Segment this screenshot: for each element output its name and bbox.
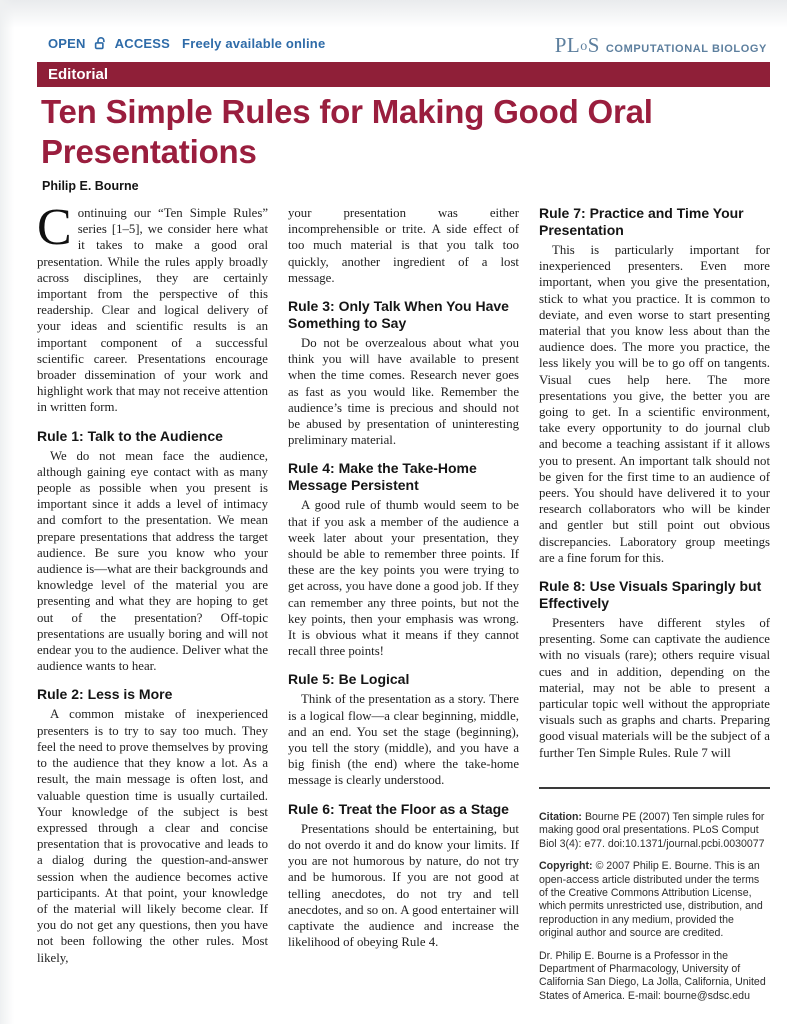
rule-7-paragraph: This is particularly important for inexperienced presenters. Even more important, when you give the presentation, stick to what you practice. It is common to deviate, and even worse to start presenting material that you know less about than the audience does. The more you practice, the less likely you will be to go off on tangents. Visual cues help here. The more presentations you give, the better you are going to get. In a scientific environment, take every opportunity to do journal club and become a teaching assistant if it allows you to present. An important talk should not be given for the first time to an audience of peers. You should have delivered it to your research collaborators who will be kinder and gentler but still point out obvious discrepancies. Laboratory group meetings are a fine forum for this. (539, 243, 770, 565)
column-2 (288, 205, 519, 1024)
rule-2-heading: Rule 2: Less is More (37, 686, 173, 703)
rule-5-heading: Rule 5: Be Logical (288, 671, 410, 688)
plos-journal-logo (555, 33, 767, 58)
copyright-label: Copyright: (539, 860, 593, 873)
freely-available-tagline: Freely available online (182, 36, 326, 51)
intro-paragraph: Continuing our “Ten Simple Rules” series [1–5], we consider here what it takes to make a good oral presentation. While the rules apply broadly across disciplines, they are certainly important from the perspective of this readership. Clear and logical delivery of your ideas and scientific results is an important component of a successful scientific career. Presentations encourage broader dissemination of your work and highlight work that may not receive attention in written form. (37, 205, 268, 415)
open-lock-icon (93, 36, 108, 51)
rule-4-heading: Rule 4: Make the Take-Home Message Persistent (288, 460, 477, 494)
open-access-masthead (48, 36, 325, 51)
rule-3-heading: Rule 3: Only Talk When You Have Something to Say (288, 298, 509, 332)
rule-2-paragraph: A common mistake of inexperienced presenters is to try to say too much. They feel the need to prove themselves by proving to the audience that they know a lot. As a result, the main message is often lost, and valuable question time is usually curtailed. Your knowledge of the subject is best expressed through a clear and concise presentation that is provocative and leads to a dialog during the question-and-answer session when the audience becomes active participants. At that point, your knowledge of the material will likely become clear. If you do not get any questions, then you have not been following the other rules. Most likely, (37, 707, 268, 965)
rule-1-heading: Rule 1: Talk to the Audience (37, 427, 223, 444)
rule-7-heading: Rule 7: Practice and Time Your Presentation (539, 205, 744, 238)
author-bio-note: Dr. Philip E. Bourne is a Professor in the Department of Pharmacology, University of California San Diego, La Jolla, California, United States of America. E-mail: bourne@sdsc.edu (539, 949, 766, 1002)
rule-8-paragraph: Presenters have different styles of presenting. Some can captivate the audience with no visuals (rare); others require visual cues and in addition, depending on the material, may not be able to present a particular topic well without the appropriate visuals such as graphs and charts. Preparing good visual materials will be the subject of a further Ten Simple Rules. Rule 7 will (539, 616, 770, 760)
citation-note: Citation: Bourne PE (2007) Ten simple rules for making good oral presentations. PLoS Comput Biol 3(4): e77. doi:10.1371/journal.pcbi.0030077 (539, 810, 765, 850)
author-email-link[interactable]: bourne@sdsc.edu (663, 989, 750, 1002)
rule-6-heading: Rule 6: Treat the Floor as a Stage (288, 800, 509, 817)
editorial-banner-label: Editorial (48, 66, 109, 83)
rule-3-paragraph: Do not be overzealous about what you think you will have available to present when the time comes. Research never goes as fast as you would like. Remember the audience’s time is precious and should not be abused by presentation of uninteresting preliminary material. (288, 336, 519, 448)
rule-5-paragraph: Think of the presentation as a story. There is a logical flow—a clear beginning, middle, and an end. You set the stage (beginning), you tell the story (middle), and you have a big finish (the end) where the take-home message is clearly understood. (288, 692, 519, 788)
copyright-note: Copyright: © 2007 Philip E. Bourne. This is an open-access article distributed under the terms of the Creative Commons Attribution License, which permits unrestricted use, distribution, and reproduction in any medium, provided the original author and source are credited. (539, 860, 763, 940)
editorial-banner (37, 62, 770, 87)
page-title: Ten Simple Rules for Making Good Oral Presentations (41, 93, 653, 170)
rule-1-paragraph: We do not mean face the audience, although gaining eye contact with as many people as possible when you present is important since it adds a level of intimacy and comfort to the presentation. We mean prepare presentations that address the target audience. Be sure you know who your audience is—what are their backgrounds and knowledge level of the material you are presenting and what they are hoping to get out of the presentation? Off-topic presentations are usually boring and will not endear you to the audience. Deliver what the audience wants to hear. (37, 448, 268, 674)
rule-8-heading: Rule 8: Use Visuals Sparingly but Effectively (539, 578, 762, 612)
column-1 (37, 205, 268, 1024)
column-3 (539, 205, 770, 1024)
rule-6-paragraph: Presentations should be entertaining, but do not overdo it and do know your limits. If you are not humorous by nature, do not try and be humorous. If you are not good at telling anecdotes, do not try and tell anecdotes, and so on. A good entertainer will captivate the audience and increase the likelihood of obeying Rule 4. (288, 821, 519, 950)
rule-2-continuation-paragraph: your presentation was either incomprehensible or trite. A side effect of too much material is that you talk too quickly, another ingredient of a lost message. (288, 206, 519, 285)
rule-4-paragraph: A good rule of thumb would seem to be that if you ask a member of the audience a week later about your presentation, they should be able to remember three points. If these are the key points you were trying to get across, you have done a good job. If they can remember any three points, but not the key points, then your emphasis was wrong. It is obvious what it means if they cannot recall three points! (288, 498, 519, 659)
plos-wordmark: PLoS (554, 33, 600, 57)
article-body-columns (37, 205, 770, 1024)
citation-label: Citation: (539, 810, 582, 823)
access-label: ACCESS (114, 36, 171, 51)
notes-divider (539, 787, 770, 789)
author-byline: Philip E. Bourne (42, 179, 139, 193)
drop-cap: C (37, 205, 72, 256)
journal-title: COMPUTATIONAL BIOLOGY (605, 43, 767, 55)
open-label: OPEN (48, 36, 86, 51)
